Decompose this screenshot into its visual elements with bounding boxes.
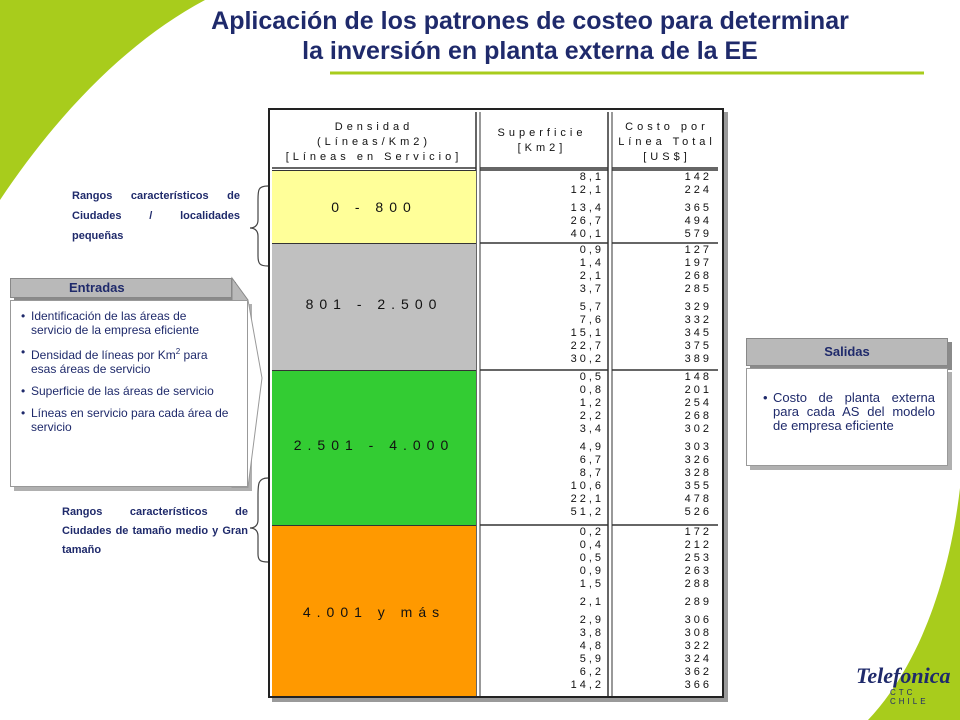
value-cell: 212 (684, 539, 712, 551)
value-cell: 322 (684, 640, 712, 652)
density-band-0: 0 - 800 (272, 170, 476, 243)
value-cell: 0,9 (579, 565, 604, 577)
value-cell: 6,2 (579, 666, 604, 678)
value-cell: 26,7 (570, 215, 604, 227)
value-cell: 355 (684, 480, 712, 492)
value-cell: 329 (684, 301, 712, 313)
value-cell: 0,5 (579, 371, 604, 383)
brace-large-cities (250, 478, 268, 562)
value-cell: 0,8 (579, 384, 604, 396)
value-cell: 268 (684, 270, 712, 282)
value-cell: 494 (684, 215, 712, 227)
value-cell: 1,4 (579, 257, 604, 269)
entradas-item: • Identificación de las áreas de servicio de la empresa eficiente (31, 309, 229, 337)
value-cell: 22,7 (570, 340, 604, 352)
salidas-header: Salidas (746, 338, 948, 366)
costo-values-2 (612, 371, 712, 519)
value-cell: 4,8 (579, 640, 604, 652)
value-cell: 263 (684, 565, 712, 577)
value-cell: 2,1 (579, 596, 604, 608)
page-title-line1: Aplicación de los patrones de costeo para determinar (211, 7, 849, 35)
density-band-3: 4.001 y más (272, 525, 476, 696)
value-cell: 201 (684, 384, 712, 396)
header-superficie: Superficie [Km2] (497, 127, 587, 154)
entradas-item: • Densidad de líneas por Km$^2$ para esas áreas de servicio (31, 345, 229, 376)
value-cell: 0,4 (579, 539, 604, 551)
value-cell: 302 (684, 423, 712, 435)
value-cell: 2,1 (579, 270, 604, 282)
value-cell: 288 (684, 578, 712, 590)
costo-values-1 (612, 244, 712, 366)
header-costo: Costo por Línea Total [US$] (618, 121, 716, 163)
superficie-values-1 (480, 244, 604, 366)
value-cell: 10,6 (570, 480, 604, 492)
value-cell: 345 (684, 327, 712, 339)
value-cell: 5,7 (579, 301, 604, 313)
value-cell: 306 (684, 614, 712, 626)
value-cell: 0,9 (579, 244, 604, 256)
value-cell: 3,4 (579, 423, 604, 435)
value-cell: 8,1 (579, 171, 604, 183)
value-cell: 1,5 (579, 578, 604, 590)
label-large-cities: Rangos característicos de Ciudades de tamaño medio y Gran tamaño (62, 506, 248, 556)
value-cell: 172 (684, 526, 712, 538)
value-cell: 13,4 (570, 202, 604, 214)
label-small-cities: Rangos característicos de Ciudades / localidades pequeñas (72, 190, 240, 242)
entradas-item: • Líneas en servicio para cada área de servicio (31, 406, 229, 434)
value-cell: 127 (684, 244, 712, 256)
value-cell: 4,9 (579, 441, 604, 453)
header-densidad: Densidad (Líneas/Km2) [Líneas en Servicio] (285, 121, 463, 163)
telefonica-logo: Telefonica CTC CHILE (856, 663, 951, 706)
page-title-line2: la inversión en planta externa de la EE (302, 37, 758, 65)
value-cell: 142 (684, 171, 712, 183)
value-cell: 332 (684, 314, 712, 326)
value-cell: 6,7 (579, 454, 604, 466)
value-cell: 254 (684, 397, 712, 409)
value-cell: 2,9 (579, 614, 604, 626)
value-cell: 268 (684, 410, 712, 422)
value-cell: 3,7 (579, 283, 604, 295)
value-cell: 526 (684, 506, 712, 518)
value-cell: 253 (684, 552, 712, 564)
value-cell: 224 (684, 184, 712, 196)
salidas-item: • Costo de planta externa para cada AS del modelo de empresa eficiente (773, 391, 935, 433)
value-cell: 197 (684, 257, 712, 269)
value-cell: 289 (684, 596, 712, 608)
brace-small-cities (250, 186, 268, 266)
value-cell: 2,2 (579, 410, 604, 422)
entradas-panel (10, 300, 248, 487)
value-cell: 0,2 (579, 526, 604, 538)
entradas-header: Entradas (10, 278, 232, 298)
value-cell: 389 (684, 353, 712, 365)
value-cell: 51,2 (570, 506, 604, 518)
value-cell: 365 (684, 202, 712, 214)
value-cell: 14,2 (570, 679, 604, 691)
value-cell: 579 (684, 228, 712, 240)
value-cell: 22,1 (570, 493, 604, 505)
value-cell: 478 (684, 493, 712, 505)
density-cost-table (268, 108, 724, 698)
value-cell: 328 (684, 467, 712, 479)
superficie-values-0 (480, 171, 604, 241)
value-cell: 362 (684, 666, 712, 678)
value-cell: 8,7 (579, 467, 604, 479)
value-cell: 0,5 (579, 552, 604, 564)
value-cell: 30,2 (570, 353, 604, 365)
value-cell: 12,1 (570, 184, 604, 196)
value-cell: 326 (684, 454, 712, 466)
density-band-1: 801 - 2.500 (272, 243, 476, 370)
value-cell: 7,6 (579, 314, 604, 326)
costo-values-0 (612, 171, 712, 241)
value-cell: 375 (684, 340, 712, 352)
value-cell: 40,1 (570, 228, 604, 240)
value-cell: 285 (684, 283, 712, 295)
value-cell: 1,2 (579, 397, 604, 409)
superficie-values-2 (480, 371, 604, 519)
value-cell: 303 (684, 441, 712, 453)
value-cell: 148 (684, 371, 712, 383)
value-cell: 3,8 (579, 627, 604, 639)
costo-values-3 (612, 526, 712, 692)
value-cell: 324 (684, 653, 712, 665)
value-cell: 5,9 (579, 653, 604, 665)
salidas-panel (746, 368, 948, 466)
value-cell: 308 (684, 627, 712, 639)
value-cell: 366 (684, 679, 712, 691)
value-cell: 15,1 (570, 327, 604, 339)
density-band-2: 2.501 - 4.000 (272, 370, 476, 525)
entradas-item: • Superficie de las áreas de servicio (31, 384, 229, 398)
superficie-values-3 (480, 526, 604, 692)
